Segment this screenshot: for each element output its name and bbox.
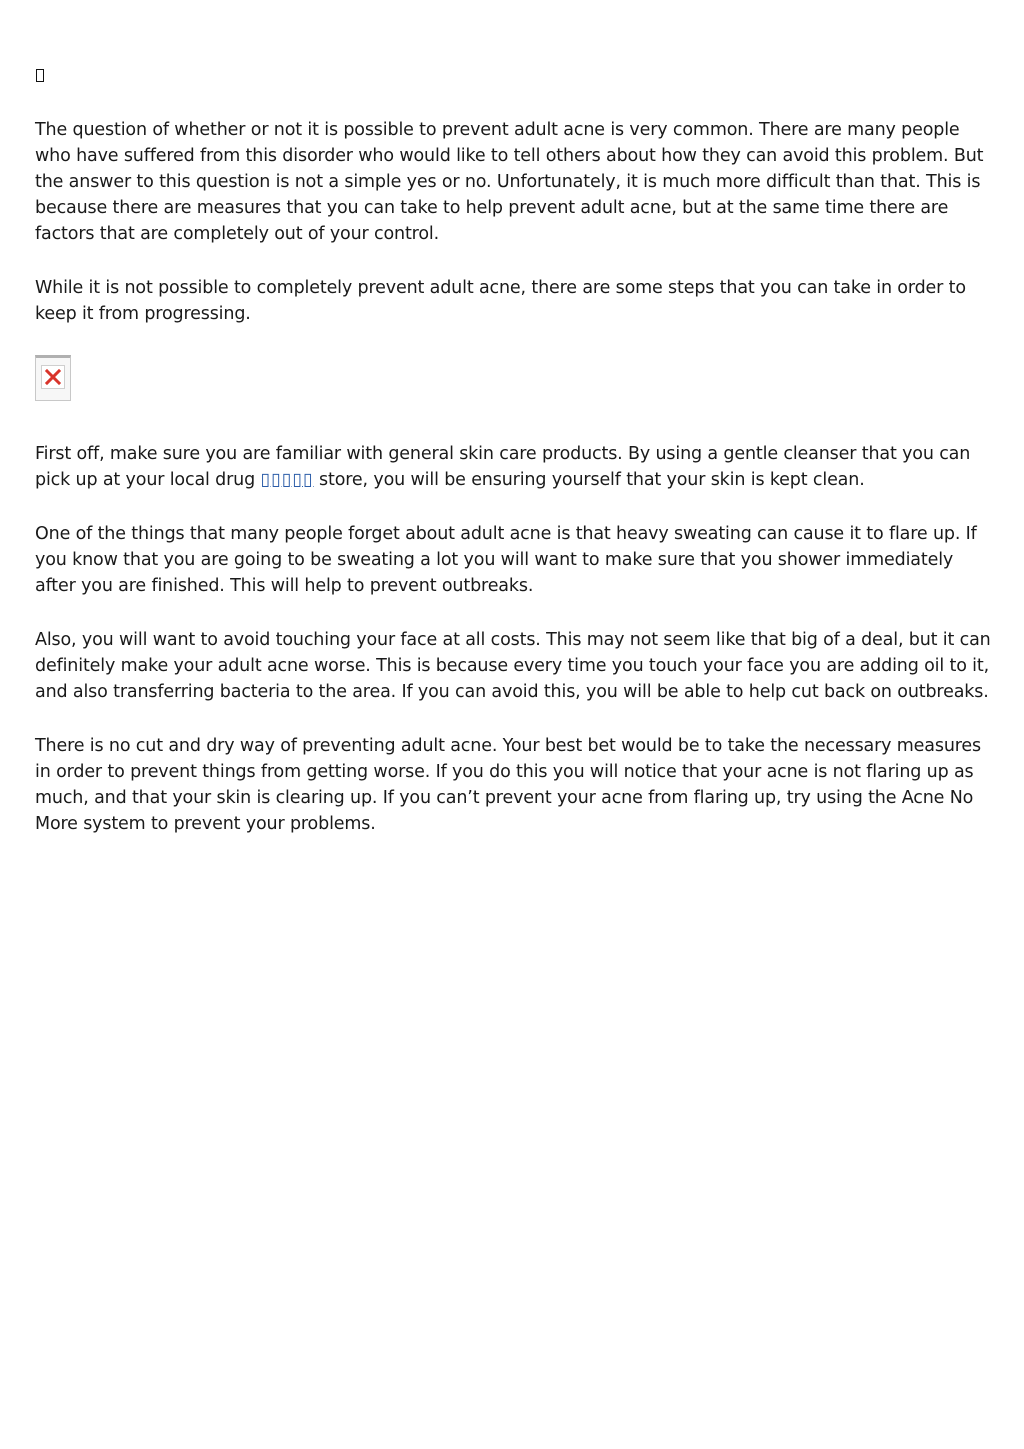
paragraph-steps: While it is not possible to completely prevent adult acne, there are some steps that you can take in order to keep it from progressing.: [35, 278, 966, 324]
missing-glyph-line: [35, 64, 991, 90]
paragraph-intro: The question of whether or not it is possible to prevent adult acne is very common. There are many people who have suffered from this disorder who would like to tell others about how they can avoid this problem. But the answer to this question is not a simple yes or no. Unfortunately, it is much more difficult than that. This is because there are measures that you can take to help prevent adult acne, but at the same time there are factors that are completely out of your control.: [35, 120, 984, 244]
paragraph-skin-care-before: First off, make sure you are familiar with general skin care products. By using a gentle cleanser that you can pick up at your local drug: [35, 444, 971, 490]
broken-image-x-icon: [45, 369, 61, 385]
paragraph-touching-face: Also, you will want to avoid touching your face at all costs. This may not seem like that big of a deal, but it can definitely make your adult acne worse. This is because every time you touch your face you are adding oil to it, and also transferring bacteria to the area. If you can avoid this, you will be able to help cut back on outbreaks.: [35, 630, 991, 702]
article-body: [35, 64, 991, 865]
drug-store-link[interactable]: ▯▯▯▯▯: [260, 470, 314, 490]
paragraph-conclusion: There is no cut and dry way of preventing adult acne. Your best bet would be to take the necessary measures in order to prevent things from getting worse. If you do this you will notice that your acne is not flaring up as much, and that your skin is clearing up. If you can’t prevent your acne from flaring up, try using the Acne No More system to prevent your problems.: [35, 736, 982, 834]
paragraph-skin-care: [35, 441, 991, 493]
paragraph-skin-care-after: store, you will be ensuring yourself that your skin is kept clean.: [313, 470, 865, 490]
paragraph-sweating: One of the things that many people forget about adult acne is that heavy sweating can cause it to flare up. If you know that you are going to be sweating a lot you will want to make sure that you shower immediately after you are finished. This will help to prevent outbreaks.: [35, 524, 977, 596]
broken-image-placeholder: [35, 355, 71, 401]
broken-image-frame: [41, 365, 65, 389]
missing-glyph-icon: [36, 69, 44, 82]
